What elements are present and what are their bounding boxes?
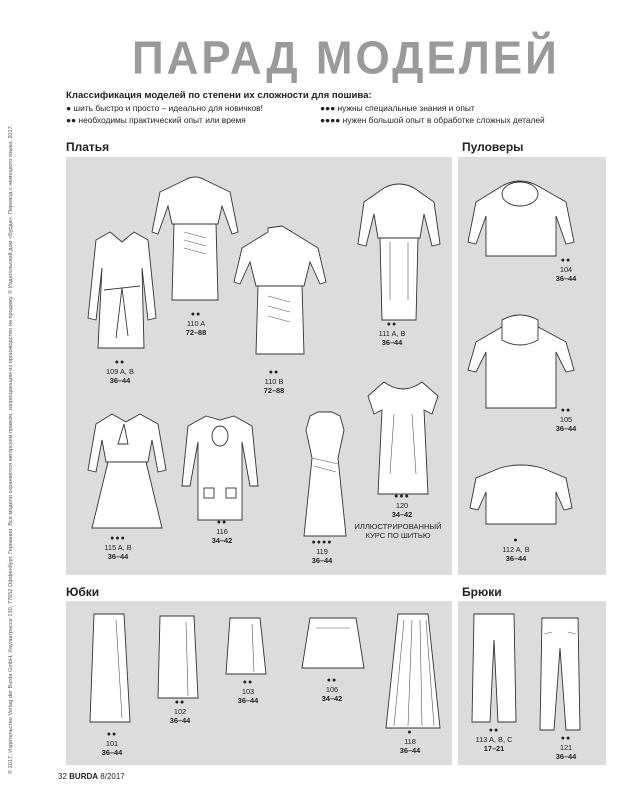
page-number: 32 — [58, 772, 67, 781]
pullover-104-drawing — [462, 172, 578, 260]
course-note-line-1: ИЛЛЮСТРИРОВАННЫЙ — [354, 522, 442, 531]
section-skirts: Юбки — [66, 585, 100, 599]
dress-119-drawing — [292, 408, 358, 548]
page-title: ПАРАД МОДЕЛЕЙ — [132, 32, 560, 85]
sewing-course-note — [354, 522, 441, 540]
dress-115-drawing — [82, 410, 172, 538]
size-range: 36–44 — [555, 274, 577, 283]
model-number: 103 — [241, 687, 255, 696]
legend-level-2 — [66, 114, 246, 126]
model-label-118 — [400, 728, 421, 755]
difficulty-dots: ●● — [560, 735, 572, 742]
legend-lead: Классификация моделей по степени их сложности для пошива: — [66, 90, 372, 101]
difficulty-dots: ●● — [216, 519, 228, 526]
size-range: 36–44 — [107, 552, 129, 561]
model-label-104 — [556, 256, 577, 283]
difficulty-dots: ●● — [386, 321, 398, 328]
difficulty-dots: ●● — [560, 407, 572, 414]
model-label-101 — [102, 730, 123, 757]
model-number: 102 — [173, 707, 187, 716]
skirt-103-drawing — [222, 614, 272, 680]
trousers-121-drawing — [534, 614, 586, 736]
model-label-109 — [106, 358, 134, 385]
magazine-name: BURDA — [69, 772, 99, 781]
skirt-106-drawing — [298, 614, 368, 674]
model-label-105 — [556, 406, 577, 433]
model-label-120 — [392, 492, 413, 519]
legend-dots: ●●● — [320, 103, 336, 113]
skirt-101-drawing — [86, 610, 136, 728]
difficulty-dots: ●● — [488, 727, 500, 734]
legend-dots: ●●●● — [320, 115, 341, 125]
page-footer — [58, 772, 125, 781]
difficulty-dots: ●●● — [394, 493, 410, 500]
model-label-113 — [476, 726, 513, 753]
size-range: 36–44 — [399, 746, 421, 755]
difficulty-dots: ●●●● — [311, 539, 333, 546]
side-copyright — [8, 60, 24, 780]
legend-level-3 — [320, 102, 475, 114]
model-label-102 — [170, 698, 191, 725]
skirt-118-drawing — [380, 610, 446, 734]
side-copyright-text: © 2017, Издательство Verlag der Burda GmbH, Хаупштрассе 130, 77652 Оффенбург, Германия. Все модели охраняются авторским правом, запрещающим их производство на продажу. © Издательский дом «Бурда». Перевод с немецкого языка, 2017. — [8, 124, 14, 774]
trousers-113-drawing — [468, 610, 520, 726]
skirt-102-drawing — [154, 612, 204, 704]
model-number: 119 — [316, 547, 328, 556]
difficulty-dots: ● — [407, 729, 413, 736]
difficulty-dots: ●● — [190, 311, 202, 318]
size-range: 36–44 — [169, 716, 191, 725]
dress-111-drawing — [354, 180, 444, 330]
size-range: 34–42 — [211, 536, 233, 545]
pullover-112-drawing — [466, 460, 576, 530]
legend-text: нужен большой опыт в обработке сложных деталей — [342, 115, 545, 125]
legend-text: шить быстро и просто – идеально для новичков! — [73, 103, 263, 113]
difficulty-dots: ● — [513, 537, 519, 544]
dress-116-drawing — [178, 412, 262, 530]
size-range: 34–42 — [391, 510, 413, 519]
size-range: 17–21 — [483, 744, 505, 753]
legend-dots: ●● — [66, 115, 77, 125]
model-number: 113 A, B, C — [475, 735, 513, 744]
difficulty-dots: ●● — [114, 359, 126, 366]
size-range: 36–44 — [101, 748, 123, 757]
difficulty-dots: ●● — [560, 257, 572, 264]
model-number: 112 A, B — [502, 545, 530, 554]
size-range: 36–44 — [109, 376, 131, 385]
dress-110b-drawing — [230, 222, 330, 362]
size-range: 72–88 — [185, 328, 207, 337]
section-pullovers: Пуловеры — [462, 140, 524, 154]
section-dresses: Платья — [66, 140, 110, 154]
model-label-119 — [312, 538, 333, 565]
model-label-110b — [264, 368, 285, 395]
legend-dots: ● — [66, 103, 72, 113]
model-number: 121 — [559, 743, 573, 752]
model-number: 115 A, B — [104, 543, 132, 552]
course-note-line-2: КУРС ПО ШИТЬЮ — [365, 531, 431, 540]
difficulty-dots: ●● — [106, 731, 118, 738]
pullover-105-drawing — [462, 310, 578, 410]
model-number: 101 — [105, 739, 119, 748]
size-range: 34–42 — [321, 694, 343, 703]
legend-level-1 — [66, 102, 263, 114]
dress-120-drawing — [362, 374, 444, 502]
size-range: 36–44 — [381, 338, 403, 347]
legend-text: необходимы практический опыт или время — [78, 115, 246, 125]
size-range: 36–44 — [555, 752, 577, 761]
model-label-111 — [379, 320, 406, 347]
model-label-110a — [186, 310, 207, 337]
model-label-115 — [104, 534, 131, 561]
legend-level-4 — [320, 114, 545, 126]
issue-number: 8/2017 — [100, 772, 125, 781]
difficulty-dots: ●●● — [110, 535, 126, 542]
model-label-116 — [212, 518, 233, 545]
model-number: 118 — [404, 737, 416, 746]
model-label-103 — [238, 678, 259, 705]
size-range: 36–44 — [237, 696, 259, 705]
model-number: 105 — [559, 415, 573, 424]
model-label-112 — [502, 536, 529, 563]
legend-text: нужны специальные знания и опыт — [337, 103, 475, 113]
model-number: 120 — [395, 501, 409, 510]
dress-109-drawing — [82, 228, 162, 358]
size-range: 72–88 — [263, 386, 285, 395]
size-range: 36–44 — [555, 424, 577, 433]
difficulty-dots: ●● — [242, 679, 254, 686]
dress-110a-drawing — [150, 172, 240, 312]
model-number: 110 B — [264, 377, 284, 386]
model-number: 116 — [216, 527, 228, 536]
difficulty-dots: ●● — [174, 699, 186, 706]
model-number: 106 — [325, 685, 339, 694]
model-number: 110 A — [186, 319, 206, 328]
section-trousers: Брюки — [462, 585, 502, 599]
model-number: 111 A, B — [378, 329, 406, 338]
difficulty-dots: ●● — [268, 369, 280, 376]
model-label-121 — [556, 734, 577, 761]
model-number: 109 A, B — [106, 367, 134, 376]
model-number: 104 — [559, 265, 573, 274]
difficulty-dots: ●● — [326, 677, 338, 684]
model-label-106 — [322, 676, 343, 703]
size-range: 36–44 — [311, 556, 333, 565]
size-range: 36–44 — [505, 554, 527, 563]
